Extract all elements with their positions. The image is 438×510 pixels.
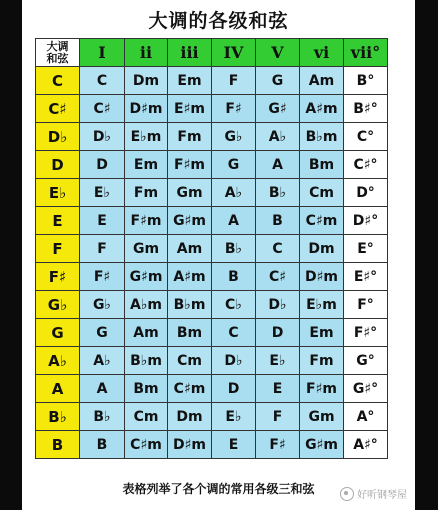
column-header-V: V: [256, 39, 300, 67]
chord-cell: A: [212, 207, 256, 235]
column-header-ii: ii: [125, 39, 168, 67]
diminished-chord-cell: C°: [344, 123, 388, 151]
chord-cell: A♭m: [125, 291, 168, 319]
table-row: [36, 95, 388, 123]
chord-cell: Fm: [168, 123, 212, 151]
chord-cell: Fm: [125, 179, 168, 207]
column-header-vii-dim: vii°: [344, 39, 388, 67]
chord-cell: A♭: [256, 123, 300, 151]
chord-cell: Gm: [300, 403, 344, 431]
chord-cell: F: [80, 235, 125, 263]
column-header-I: I: [80, 39, 125, 67]
chord-cell: Am: [300, 67, 344, 95]
chord-cell: Gm: [125, 235, 168, 263]
chord-cell: D♯m: [168, 431, 212, 459]
chord-cell: Am: [125, 319, 168, 347]
chord-cell: Dm: [300, 235, 344, 263]
chord-cell: B♭m: [125, 347, 168, 375]
chord-cell: E♭m: [300, 291, 344, 319]
chord-cell: Em: [125, 151, 168, 179]
watermark-logo-icon: [340, 487, 354, 501]
table-row: [36, 207, 388, 235]
chord-cell: Cm: [125, 403, 168, 431]
chord-cell: G♭: [80, 291, 125, 319]
chord-cell: G: [80, 319, 125, 347]
table-row: [36, 291, 388, 319]
chord-cell: D♯m: [300, 263, 344, 291]
table-row: [36, 431, 388, 459]
chord-cell: E♭: [212, 403, 256, 431]
corner-label-text: 大调 和弦: [46, 39, 69, 65]
diminished-chord-cell: G♯°: [344, 375, 388, 403]
chord-cell: E♭: [80, 179, 125, 207]
key-cell: A♭: [36, 347, 80, 375]
chord-cell: Em: [168, 67, 212, 95]
chord-cell: E: [80, 207, 125, 235]
chord-cell: Bm: [125, 375, 168, 403]
table-row: [36, 319, 388, 347]
table-row: [36, 347, 388, 375]
chord-cell: Cm: [300, 179, 344, 207]
diminished-chord-cell: D♯°: [344, 207, 388, 235]
key-cell: C: [36, 67, 80, 95]
key-cell: E♭: [36, 179, 80, 207]
table-row: [36, 67, 388, 95]
key-cell: B: [36, 431, 80, 459]
chord-cell: G♯m: [300, 431, 344, 459]
chord-cell: Gm: [168, 179, 212, 207]
chord-cell: C♯m: [125, 431, 168, 459]
diminished-chord-cell: D°: [344, 179, 388, 207]
chord-cell: B♭: [80, 403, 125, 431]
table-row: [36, 403, 388, 431]
chord-table-body: [36, 67, 388, 459]
chord-cell: F♯m: [168, 151, 212, 179]
chord-cell: D♯m: [125, 95, 168, 123]
chord-cell: E♭m: [125, 123, 168, 151]
chord-cell: G: [212, 151, 256, 179]
chord-cell: C: [212, 319, 256, 347]
chord-cell: B♭m: [300, 123, 344, 151]
diminished-chord-cell: B♯°: [344, 95, 388, 123]
chord-cell: D♭: [212, 347, 256, 375]
corner-label: [36, 39, 80, 67]
chord-cell: A♯m: [300, 95, 344, 123]
key-cell: D: [36, 151, 80, 179]
chord-cell: F♯m: [125, 207, 168, 235]
page-title: 大调的各级和弦: [148, 10, 289, 32]
diminished-chord-cell: C♯°: [344, 151, 388, 179]
chord-cell: B: [212, 263, 256, 291]
diminished-chord-cell: G°: [344, 347, 388, 375]
chord-cell: Dm: [125, 67, 168, 95]
key-cell: E: [36, 207, 80, 235]
column-header-iii: iii: [168, 39, 212, 67]
chord-chart-card: [22, 0, 415, 510]
key-cell: C♯: [36, 95, 80, 123]
chord-cell: D: [212, 375, 256, 403]
chord-cell: F: [212, 67, 256, 95]
chord-cell: C♯m: [168, 375, 212, 403]
diminished-chord-cell: B°: [344, 67, 388, 95]
watermark: [340, 486, 407, 501]
chord-cell: D: [80, 151, 125, 179]
table-row: [36, 151, 388, 179]
chord-cell: C: [256, 235, 300, 263]
chord-cell: Am: [168, 235, 212, 263]
table-row: [36, 375, 388, 403]
chord-cell: G♯m: [168, 207, 212, 235]
column-header-vi: vi: [300, 39, 344, 67]
chord-cell: B♭m: [168, 291, 212, 319]
chord-cell: F♯: [256, 431, 300, 459]
column-header-IV: IV: [212, 39, 256, 67]
chord-cell: Em: [300, 319, 344, 347]
table-row: [36, 263, 388, 291]
watermark-text: 好听钢琴屋: [357, 490, 407, 501]
chord-cell: E♭: [256, 347, 300, 375]
chord-cell: E: [212, 431, 256, 459]
key-cell: G: [36, 319, 80, 347]
chord-cell: C: [80, 67, 125, 95]
table-caption: 表格列举了各个调的常用各级三和弦: [122, 482, 315, 496]
chord-cell: G♯m: [125, 263, 168, 291]
chord-table: [35, 38, 388, 459]
key-cell: B♭: [36, 403, 80, 431]
chord-cell: G♯: [256, 95, 300, 123]
diminished-chord-cell: A°: [344, 403, 388, 431]
chord-cell: Fm: [300, 347, 344, 375]
key-cell: F: [36, 235, 80, 263]
table-header-row: [36, 39, 388, 67]
chord-cell: Cm: [168, 347, 212, 375]
chord-cell: A: [256, 151, 300, 179]
diminished-chord-cell: F♯°: [344, 319, 388, 347]
chord-cell: C♭: [212, 291, 256, 319]
chord-cell: B♭: [212, 235, 256, 263]
chord-cell: B♭: [256, 179, 300, 207]
diminished-chord-cell: E°: [344, 235, 388, 263]
chord-cell: D: [256, 319, 300, 347]
key-cell: D♭: [36, 123, 80, 151]
chord-cell: Dm: [168, 403, 212, 431]
chord-cell: A♭: [212, 179, 256, 207]
chord-cell: F: [256, 403, 300, 431]
chord-cell: D♭: [80, 123, 125, 151]
chord-cell: E: [256, 375, 300, 403]
diminished-chord-cell: F°: [344, 291, 388, 319]
chord-cell: G: [256, 67, 300, 95]
diminished-chord-cell: A♯°: [344, 431, 388, 459]
chord-cell: C♯: [80, 95, 125, 123]
chord-cell: Bm: [168, 319, 212, 347]
table-row: [36, 179, 388, 207]
diminished-chord-cell: E♯°: [344, 263, 388, 291]
chord-cell: E♯m: [168, 95, 212, 123]
chord-cell: A♯m: [168, 263, 212, 291]
key-cell: G♭: [36, 291, 80, 319]
chord-cell: B: [256, 207, 300, 235]
chord-cell: G♭: [212, 123, 256, 151]
table-row: [36, 123, 388, 151]
key-cell: F♯: [36, 263, 80, 291]
chord-cell: D♭: [256, 291, 300, 319]
key-cell: A: [36, 375, 80, 403]
chord-cell: F♯m: [300, 375, 344, 403]
chord-cell: B: [80, 431, 125, 459]
chord-cell: A: [80, 375, 125, 403]
chord-cell: Bm: [300, 151, 344, 179]
chord-cell: C♯: [256, 263, 300, 291]
table-row: [36, 235, 388, 263]
chord-cell: F♯: [80, 263, 125, 291]
chord-cell: C♯m: [300, 207, 344, 235]
chord-cell: A♭: [80, 347, 125, 375]
chord-cell: F♯: [212, 95, 256, 123]
